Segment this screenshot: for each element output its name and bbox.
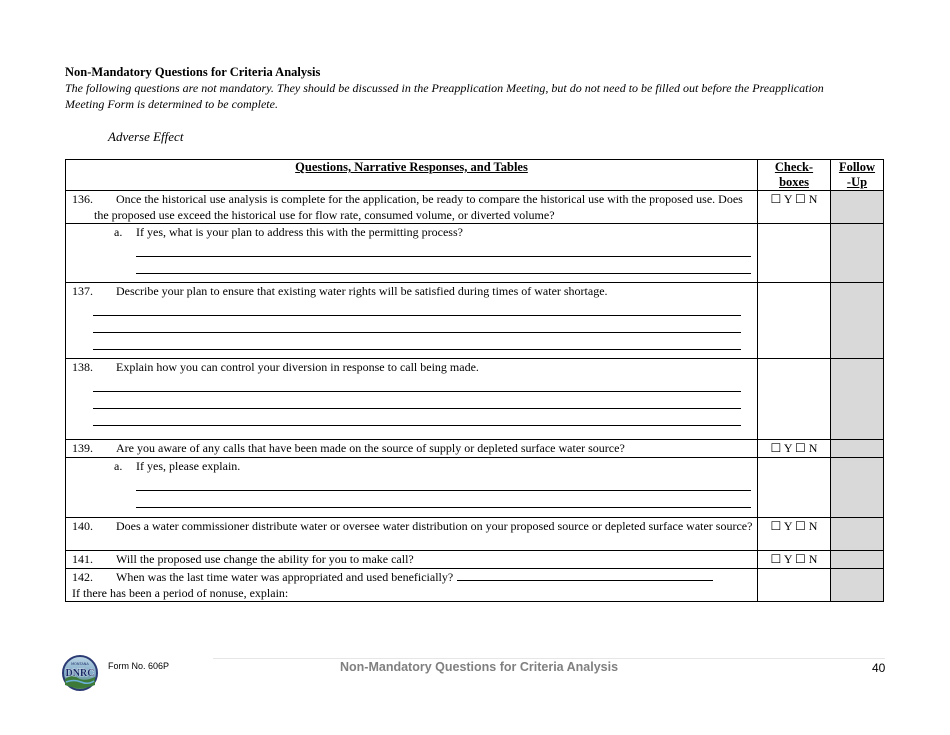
q140-yes-no-checkboxes[interactable]: ☐ Y ☐ N (758, 518, 831, 551)
logo-arc-text: MONTANA (71, 662, 89, 666)
section-title: Non-Mandatory Questions for Criteria Analysis (65, 65, 321, 79)
logo-text: DNRC (65, 668, 95, 679)
question-141: 141. Will the proposed use change the ability for you to make call? (72, 552, 414, 566)
q137-followup-cell (831, 283, 884, 359)
table-header-row (66, 160, 884, 191)
question-138: 138. Explain how you can control your diversion in response to call being made. (72, 360, 479, 374)
question-137: 137. Describe your plan to ensure that existing water rights will be satisfied during times of water shortage. (72, 284, 608, 298)
question-140: 140. Does a water commissioner distribute water or oversee water distribution on your proposed source or depleted surface water source? (72, 519, 753, 533)
q138-followup-cell (831, 359, 884, 440)
footer-title: Non-Mandatory Questions for Criteria Analysis (340, 660, 619, 674)
q138-response-lines[interactable] (93, 375, 747, 426)
q139a-response-lines[interactable] (136, 474, 757, 508)
question-139a: a. If yes, please explain. (114, 459, 241, 473)
table-row-q140 (66, 518, 884, 551)
question-142-nonuse: If there has been a period of nonuse, explain: (72, 586, 289, 600)
footer-divider (213, 658, 885, 659)
q141-followup-cell (831, 551, 884, 569)
form-number: Form No. 606P (108, 661, 170, 671)
question-142: 142. When was the last time water was appropriated and used beneficially? (66, 569, 757, 585)
table-row-q141 (66, 551, 884, 569)
q139-followup-cell (831, 440, 884, 458)
page-number: 40 (872, 661, 886, 675)
q142-response-line[interactable] (457, 569, 713, 581)
question-136: 136. Once the historical use analysis is complete for the application, be ready to compare the historical use with the proposed use. Does the proposed use exceed the historical use for flow rate, consumed volume, or diverted volume? (72, 192, 743, 222)
table-row-q139 (66, 440, 884, 458)
q142-checkbox-cell (758, 569, 831, 602)
q136a-checkbox-cell (758, 224, 831, 283)
q139a-checkbox-cell (758, 458, 831, 518)
q137-response-lines[interactable] (93, 299, 747, 350)
question-139: 139. Are you aware of any calls that have been made on the source of supply or depleted surface water source? (72, 441, 625, 455)
table-row-q136 (66, 191, 884, 224)
col-checkboxes-header: Check- boxes (758, 160, 831, 191)
table-row-q142 (66, 569, 884, 602)
table-row-q136a (66, 224, 884, 283)
col-followup-header: Follow -Up (831, 160, 884, 191)
q136-yes-no-checkboxes[interactable]: ☐ Y ☐ N (758, 191, 831, 224)
q136-followup-cell (831, 191, 884, 224)
table-row-q138 (66, 359, 884, 440)
q139a-followup-cell (831, 458, 884, 518)
q136a-followup-cell (831, 224, 884, 283)
col-questions-header: Questions, Narrative Responses, and Tables (66, 160, 758, 191)
q136a-response-lines[interactable] (136, 240, 757, 274)
q139-yes-no-checkboxes[interactable]: ☐ Y ☐ N (758, 440, 831, 458)
q142-followup-cell (831, 569, 884, 602)
q137-checkbox-cell (758, 283, 831, 359)
q138-checkbox-cell (758, 359, 831, 440)
questions-table (65, 159, 884, 602)
question-136a: a. If yes, what is your plan to address this with the permitting process? (114, 225, 463, 239)
intro-text: The following questions are not mandatory. They should be discussed in the Preapplication Meeting, but do not need to be filled out before the Preapplication Meeting Form is determined to be complete. (65, 81, 824, 111)
dnrc-logo (62, 655, 98, 691)
q140-followup-cell (831, 518, 884, 551)
subsection-heading: Adverse Effect (108, 129, 184, 144)
table-row-q139a (66, 458, 884, 518)
q141-yes-no-checkboxes[interactable]: ☐ Y ☐ N (758, 551, 831, 569)
table-row-q137 (66, 283, 884, 359)
